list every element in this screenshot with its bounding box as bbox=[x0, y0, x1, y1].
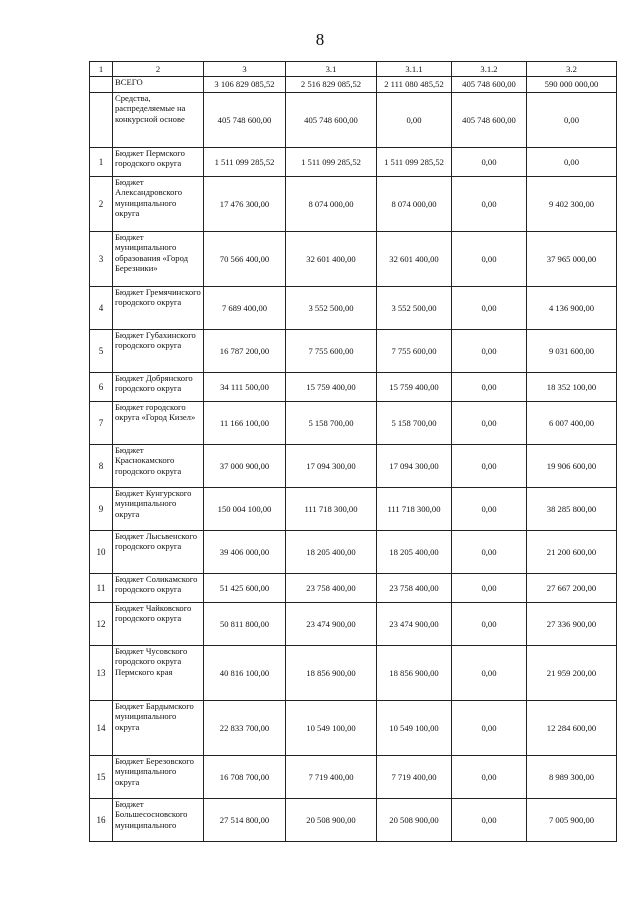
table-row bbox=[90, 445, 617, 488]
amount-total: 3 106 829 085,52 bbox=[204, 77, 286, 93]
amount-3-1-1: 2 111 080 485,52 bbox=[377, 77, 452, 93]
table-row bbox=[90, 646, 617, 701]
table-row bbox=[90, 330, 617, 373]
amount-3-1: 20 508 900,00 bbox=[286, 799, 377, 842]
amount-total: 37 000 900,00 bbox=[204, 445, 286, 488]
amount-total: 1 511 099 285,52 bbox=[204, 148, 286, 177]
recipient-name: Бюджет Березовского муниципального округа bbox=[113, 756, 204, 799]
amount-3-1: 3 552 500,00 bbox=[286, 287, 377, 330]
column-header: 1 bbox=[90, 62, 113, 77]
recipient-name: Бюджет Соликамского городского округа bbox=[113, 574, 204, 603]
amount-3-1: 8 074 000,00 bbox=[286, 177, 377, 232]
amount-3-1: 17 094 300,00 bbox=[286, 445, 377, 488]
amount-3-1-2: 0,00 bbox=[452, 646, 527, 701]
amount-3-1: 23 758 400,00 bbox=[286, 574, 377, 603]
amount-3-2: 38 285 800,00 bbox=[527, 488, 617, 531]
amount-3-1-2: 0,00 bbox=[452, 574, 527, 603]
row-number: 7 bbox=[90, 402, 113, 445]
amount-total: 11 166 100,00 bbox=[204, 402, 286, 445]
table-row bbox=[90, 531, 617, 574]
amount-total: 150 004 100,00 bbox=[204, 488, 286, 531]
amount-3-1-2: 0,00 bbox=[452, 799, 527, 842]
row-number: 9 bbox=[90, 488, 113, 531]
amount-3-1-1: 7 755 600,00 bbox=[377, 330, 452, 373]
amount-3-1-2: 0,00 bbox=[452, 232, 527, 287]
recipient-name: ВСЕГО bbox=[113, 77, 204, 93]
recipient-name: Бюджет Краснокамского городского округа bbox=[113, 445, 204, 488]
recipient-name: Бюджет Лысьвенского городского округа bbox=[113, 531, 204, 574]
amount-3-1: 7 755 600,00 bbox=[286, 330, 377, 373]
amount-total: 17 476 300,00 bbox=[204, 177, 286, 232]
table-row bbox=[90, 574, 617, 603]
amount-3-1: 18 205 400,00 bbox=[286, 531, 377, 574]
amount-3-1-1: 15 759 400,00 bbox=[377, 373, 452, 402]
row-number: 12 bbox=[90, 603, 113, 646]
recipient-name: Бюджет Бардымского муниципального округа bbox=[113, 701, 204, 756]
amount-3-1-2: 0,00 bbox=[452, 287, 527, 330]
amount-total: 39 406 000,00 bbox=[204, 531, 286, 574]
table-row bbox=[90, 756, 617, 799]
amount-3-2: 37 965 000,00 bbox=[527, 232, 617, 287]
recipient-name: Бюджет Александровского муниципального округа bbox=[113, 177, 204, 232]
amount-total: 27 514 800,00 bbox=[204, 799, 286, 842]
row-number: 8 bbox=[90, 445, 113, 488]
amount-3-1: 32 601 400,00 bbox=[286, 232, 377, 287]
recipient-name: Бюджет Большесосновского муниципального bbox=[113, 799, 204, 842]
amount-3-1-1: 5 158 700,00 bbox=[377, 402, 452, 445]
table-row bbox=[90, 287, 617, 330]
amount-3-2: 7 005 900,00 bbox=[527, 799, 617, 842]
row-number: 10 bbox=[90, 531, 113, 574]
table-row bbox=[90, 488, 617, 531]
amount-3-2: 8 989 300,00 bbox=[527, 756, 617, 799]
amount-3-1-1: 17 094 300,00 bbox=[377, 445, 452, 488]
amount-3-2: 0,00 bbox=[527, 148, 617, 177]
row-number: 5 bbox=[90, 330, 113, 373]
recipient-name: Бюджет Чайковского городского округа bbox=[113, 603, 204, 646]
column-header: 3 bbox=[204, 62, 286, 77]
amount-3-1: 2 516 829 085,52 bbox=[286, 77, 377, 93]
amount-total: 405 748 600,00 bbox=[204, 93, 286, 148]
table-row bbox=[90, 373, 617, 402]
amount-total: 50 811 800,00 bbox=[204, 603, 286, 646]
recipient-name: Бюджет Губахинского городского округа bbox=[113, 330, 204, 373]
amount-3-1-2: 0,00 bbox=[452, 445, 527, 488]
amount-3-1-2: 0,00 bbox=[452, 603, 527, 646]
row-number: 11 bbox=[90, 574, 113, 603]
amount-3-1-1: 18 856 900,00 bbox=[377, 646, 452, 701]
row-number: 2 bbox=[90, 177, 113, 232]
amount-3-1-2: 405 748 600,00 bbox=[452, 77, 527, 93]
table-row bbox=[90, 701, 617, 756]
page-number: 8 bbox=[315, 30, 325, 49]
row-number: 13 bbox=[90, 646, 113, 701]
row-number: 4 bbox=[90, 287, 113, 330]
budget-allocation-table bbox=[89, 61, 617, 842]
amount-total: 34 111 500,00 bbox=[204, 373, 286, 402]
amount-3-1-1: 0,00 bbox=[377, 93, 452, 148]
table-row bbox=[90, 402, 617, 445]
amount-3-1-1: 23 758 400,00 bbox=[377, 574, 452, 603]
amount-3-2: 21 200 600,00 bbox=[527, 531, 617, 574]
row-number: 1 bbox=[90, 148, 113, 177]
amount-3-1-2: 405 748 600,00 bbox=[452, 93, 527, 148]
row-number: 16 bbox=[90, 799, 113, 842]
recipient-name: Бюджет Добрянского городского округа bbox=[113, 373, 204, 402]
header-row bbox=[90, 62, 617, 77]
row-number: 6 bbox=[90, 373, 113, 402]
amount-total: 16 787 200,00 bbox=[204, 330, 286, 373]
amount-3-1: 7 719 400,00 bbox=[286, 756, 377, 799]
table-row bbox=[90, 799, 617, 842]
table-row bbox=[90, 148, 617, 177]
amount-3-1: 23 474 900,00 bbox=[286, 603, 377, 646]
amount-total: 40 816 100,00 bbox=[204, 646, 286, 701]
amount-total: 51 425 600,00 bbox=[204, 574, 286, 603]
amount-3-1: 5 158 700,00 bbox=[286, 402, 377, 445]
row-number: 3 bbox=[90, 232, 113, 287]
table-row bbox=[90, 603, 617, 646]
amount-total: 7 689 400,00 bbox=[204, 287, 286, 330]
column-header: 3.1.1 bbox=[377, 62, 452, 77]
row-number bbox=[90, 93, 113, 148]
amount-3-2: 9 031 600,00 bbox=[527, 330, 617, 373]
amount-3-1-2: 0,00 bbox=[452, 701, 527, 756]
amount-3-1-2: 0,00 bbox=[452, 531, 527, 574]
amount-3-1-2: 0,00 bbox=[452, 330, 527, 373]
amount-3-1: 10 549 100,00 bbox=[286, 701, 377, 756]
recipient-name: Бюджет Чусовского городского округа Пермского края bbox=[113, 646, 204, 701]
amount-3-2: 0,00 bbox=[527, 93, 617, 148]
amount-3-2: 12 284 600,00 bbox=[527, 701, 617, 756]
amount-3-2: 18 352 100,00 bbox=[527, 373, 617, 402]
amount-3-1: 405 748 600,00 bbox=[286, 93, 377, 148]
column-header: 3.1 bbox=[286, 62, 377, 77]
amount-3-2: 6 007 400,00 bbox=[527, 402, 617, 445]
recipient-name: Бюджет Пермского городского округа bbox=[113, 148, 204, 177]
amount-3-2: 27 336 900,00 bbox=[527, 603, 617, 646]
amount-3-1: 18 856 900,00 bbox=[286, 646, 377, 701]
table-row bbox=[90, 232, 617, 287]
amount-3-2: 9 402 300,00 bbox=[527, 177, 617, 232]
table-row bbox=[90, 77, 617, 93]
amount-3-2: 21 959 200,00 bbox=[527, 646, 617, 701]
column-header: 3.2 bbox=[527, 62, 617, 77]
recipient-name: Бюджет Гремячинского городского округа bbox=[113, 287, 204, 330]
amount-3-2: 27 667 200,00 bbox=[527, 574, 617, 603]
amount-3-1-1: 10 549 100,00 bbox=[377, 701, 452, 756]
amount-3-1-2: 0,00 bbox=[452, 373, 527, 402]
amount-3-2: 590 000 000,00 bbox=[527, 77, 617, 93]
amount-3-1-2: 0,00 bbox=[452, 488, 527, 531]
recipient-name: Бюджет Кунгурского муниципального округа bbox=[113, 488, 204, 531]
amount-total: 16 708 700,00 bbox=[204, 756, 286, 799]
amount-3-1: 1 511 099 285,52 bbox=[286, 148, 377, 177]
amount-3-1-1: 3 552 500,00 bbox=[377, 287, 452, 330]
recipient-name: Бюджет муниципального образования «Город Березники» bbox=[113, 232, 204, 287]
amount-total: 70 566 400,00 bbox=[204, 232, 286, 287]
table-row bbox=[90, 93, 617, 148]
amount-3-1-2: 0,00 bbox=[452, 756, 527, 799]
amount-3-1-2: 0,00 bbox=[452, 177, 527, 232]
amount-3-2: 4 136 900,00 bbox=[527, 287, 617, 330]
recipient-name: Средства, распределяемые на конкурсной основе bbox=[113, 93, 204, 148]
amount-3-1-1: 8 074 000,00 bbox=[377, 177, 452, 232]
amount-3-1-2: 0,00 bbox=[452, 402, 527, 445]
amount-3-1-1: 32 601 400,00 bbox=[377, 232, 452, 287]
amount-3-1-1: 20 508 900,00 bbox=[377, 799, 452, 842]
table-row bbox=[90, 177, 617, 232]
amount-3-1: 15 759 400,00 bbox=[286, 373, 377, 402]
amount-3-2: 19 906 600,00 bbox=[527, 445, 617, 488]
amount-3-1: 111 718 300,00 bbox=[286, 488, 377, 531]
amount-3-1-1: 18 205 400,00 bbox=[377, 531, 452, 574]
column-header: 2 bbox=[113, 62, 204, 77]
row-number: 14 bbox=[90, 701, 113, 756]
row-number: 15 bbox=[90, 756, 113, 799]
amount-3-1-1: 111 718 300,00 bbox=[377, 488, 452, 531]
row-number bbox=[90, 77, 113, 93]
amount-3-1-1: 7 719 400,00 bbox=[377, 756, 452, 799]
amount-3-1-1: 23 474 900,00 bbox=[377, 603, 452, 646]
amount-total: 22 833 700,00 bbox=[204, 701, 286, 756]
recipient-name: Бюджет городского округа «Город Кизел» bbox=[113, 402, 204, 445]
column-header: 3.1.2 bbox=[452, 62, 527, 77]
amount-3-1-1: 1 511 099 285,52 bbox=[377, 148, 452, 177]
amount-3-1-2: 0,00 bbox=[452, 148, 527, 177]
